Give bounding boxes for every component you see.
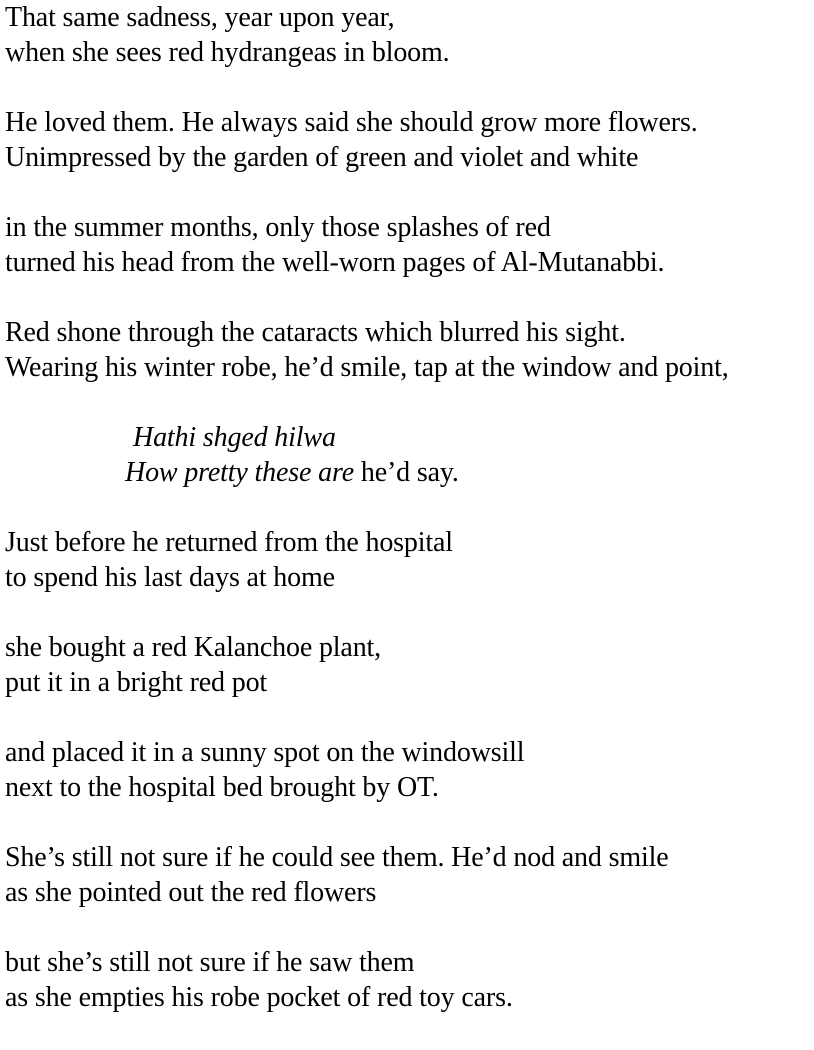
quote-translation-rest: he’d say. [354,457,459,488]
poem-line: Wearing his winter robe, he’d smile, tap at the window and point, [5,352,729,383]
stanza-2 [5,105,810,175]
stanza-7 [5,630,810,700]
stanza-1 [5,0,810,70]
stanza-10 [5,945,810,1015]
poem-line: next to the hospital bed brought by OT. [5,772,439,803]
stanza-8 [5,735,810,805]
poem-line: she bought a red Kalanchoe plant, [5,632,382,663]
poem-line: but she’s still not sure if he saw them [5,947,415,978]
quote-line-arabic [5,420,810,455]
poem-line: turned his head from the well-worn pages of Al-Mutanabbi. [5,247,665,278]
poem-line: Unimpressed by the garden of green and violet and white [5,142,639,173]
poem-line: in the summer months, only those splashes of red [5,212,551,243]
poem-line: He loved them. He always said she should grow more flowers. [5,107,698,138]
stanza-4 [5,315,810,385]
stanza-5-quote [5,420,810,490]
stanza-3 [5,210,810,280]
poem-line: and placed it in a sunny spot on the windowsill [5,737,525,768]
quote-line-translation [5,455,810,490]
poem-line: to spend his last days at home [5,562,335,593]
poem-line: Red shone through the cataracts which blurred his sight. [5,317,626,348]
poem-line: put it in a bright red pot [5,667,268,698]
quote-translation-italic: How pretty these are [125,457,354,488]
stanza-6 [5,525,810,595]
poem-line: as she pointed out the red flowers [5,877,377,908]
poem-line: Just before he returned from the hospital [5,527,453,558]
stanza-9 [5,840,810,910]
poem-line: That same sadness, year upon year, [5,2,395,33]
quote-arabic-text: Hathi shged hilwa [133,422,336,453]
poem-line: as she empties his robe pocket of red toy cars. [5,982,513,1013]
poem-line: when she sees red hydrangeas in bloom. [5,37,450,68]
poem-line: She’s still not sure if he could see them. He’d nod and smile [5,842,669,873]
poem-text [5,0,810,1050]
